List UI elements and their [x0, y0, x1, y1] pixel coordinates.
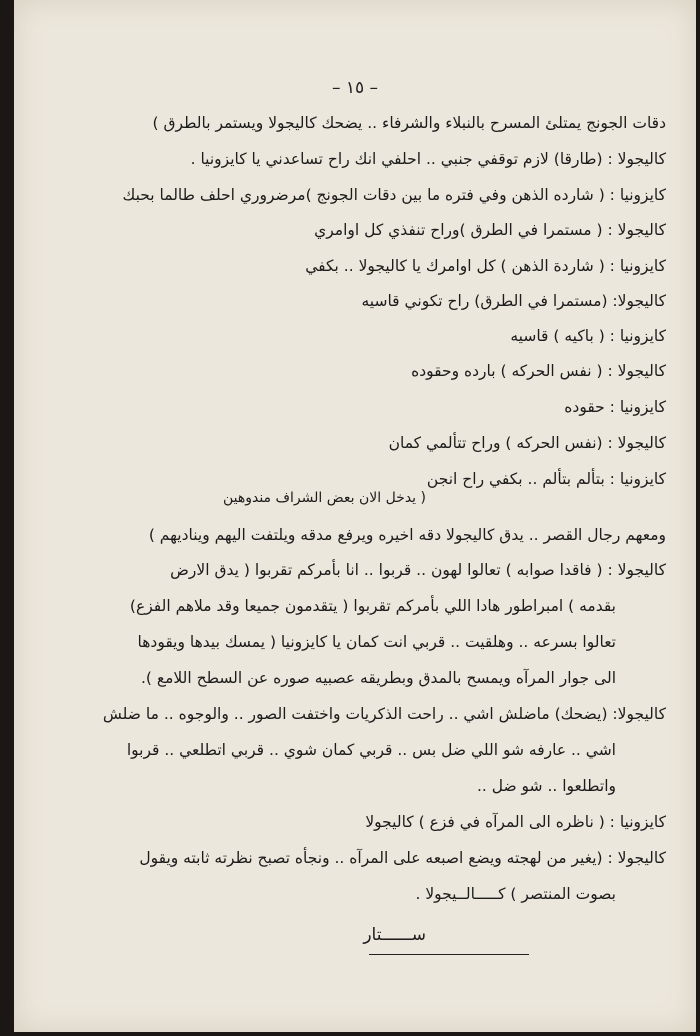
dialogue-line: كايزونيا : بتألم بتألم .. بكفي راح انجن	[426, 470, 666, 488]
stage-direction-line: ومعهم رجال القصر .. يدق كاليجولا دقه اخيره ويرفع مدقه ويلتفت اليهم ويناديهم )	[148, 526, 666, 544]
dialogue-line: كايزونيا : حقوده	[564, 398, 666, 416]
dialogue-line: كاليجولا : (يغير من لهجته ويضع اصبعه على المرآه .. ونجأه تصبح نظرته ثابته ويقول	[139, 849, 666, 867]
dialogue-line: اشي .. عارفه شو اللي ضل بس .. قربي كمان شوي .. قربي اتطلعي .. قربوا	[126, 741, 616, 759]
dialogue-line: كاليجولا : ( فاقدا صوابه ) تعالوا لهون .. قربوا .. انا بأمركم تقربوا ( يدق الارض	[170, 561, 666, 579]
stage-direction-line: ( يدخل الان بعض الشراف مندوهين	[222, 490, 426, 506]
curtain-label: ســــــتار	[363, 925, 426, 945]
dialogue-line: كاليجولا : ( نفس الحركه ) بارده وحقوده	[411, 362, 666, 380]
dialogue-line: كاليجولا : (نفس الحركه ) وراح تتألمي كمان	[388, 434, 666, 452]
dialogue-line: كاليجولا : ( مستمرا في الطرق )وراح تنفذي كل اوامري	[314, 221, 666, 239]
stage-direction-line: دقات الجونج يمتلئ المسرح بالنبلاء والشرفاء .. يضحك كاليجولا ويستمر بالطرق )	[152, 114, 666, 132]
dialogue-line: بصوت المنتصر ) كـــــالــيجولا .	[415, 885, 616, 903]
dialogue-line: كاليجولا : (طارقا) لازم توقفي جنبي .. احلفي انك راح تساعدني يا كايزونيا .	[190, 150, 666, 168]
dialogue-line: كايزونيا : ( شارده الذهن وفي فتره ما بين دقات الجونج )مرضروري احلف طالما بحبك	[122, 186, 666, 204]
dialogue-line: كايزونيا : ( ناظره الى المرآه في فزع ) كاليجولا	[365, 813, 666, 831]
dialogue-line: كاليجولا: (يضحك) ماضلش اشي .. راحت الذكريات واختفت الصور .. والوجوه .. ما ضلش	[102, 705, 666, 723]
dialogue-line: الى جوار المرآه ويمسح بالمدق وبطريقه عصبيه صوره عن السطح اللامع ).	[140, 669, 616, 687]
dialogue-line: كايزونيا : ( باكيه ) قاسيه	[510, 327, 666, 345]
dialogue-line: بقدمه ) امبراطور هادا اللي بأمركم تقربوا ( يتقدمون جميعا وقد ملاهم الفزع)	[129, 597, 616, 615]
page-number: – ١٥ –	[331, 78, 379, 98]
dialogue-line: كايزونيا : ( شاردة الذهن ) كل اوامرك يا كاليجولا .. بكفي	[305, 257, 666, 275]
dialogue-line: تعالوا بسرعه .. وهلقيت .. قربي انت كمان يا كايزونيا ( يمسك بيدها ويقودها	[137, 633, 616, 651]
end-rule	[369, 954, 529, 955]
dialogue-line: واتطلعوا .. شو ضل ..	[476, 777, 616, 795]
script-page	[14, 0, 696, 1032]
dialogue-line: كاليجولا: (مستمرا في الطرق) راح تكوني قاسيه	[361, 292, 666, 310]
